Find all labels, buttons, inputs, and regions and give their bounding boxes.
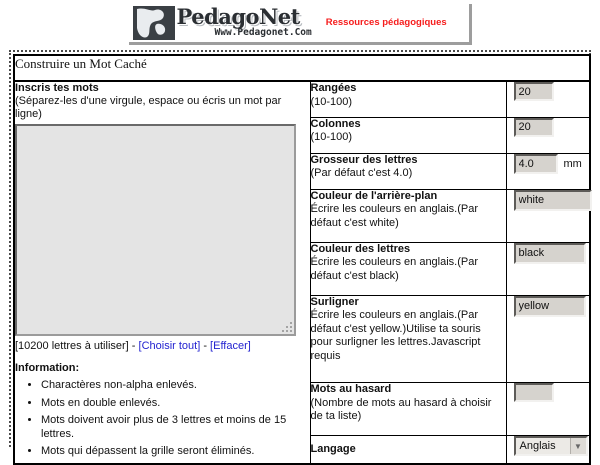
word-entry-label: Inscris tes mots	[15, 82, 99, 94]
mots-au-hasard-input[interactable]	[514, 383, 554, 402]
option-label-colonnes	[310, 117, 506, 153]
list-item: • Charactères non-alpha enlevés.	[41, 379, 310, 393]
option-label-arriere-plan	[310, 189, 506, 242]
option-field-arriere-plan	[506, 189, 590, 242]
option-field-couleur-lettres	[506, 242, 590, 295]
separator-1: -	[128, 340, 139, 352]
option-field-mots-hasard	[506, 383, 590, 436]
word-entry-hint: (Séparez-les d'une virgule, espace ou écris un mot par ligne)	[15, 95, 282, 120]
page-title: Construire un Mot Caché	[14, 55, 590, 81]
list-item: • Mots qui dépassent la grille seront éliminés.	[41, 445, 310, 459]
site-banner	[0, 0, 600, 48]
langage-selected-value: Anglais	[519, 440, 556, 453]
clear-link[interactable]: [Effacer]	[210, 340, 251, 352]
select-all-link[interactable]: [Choisir tout]	[138, 340, 201, 352]
counter-line	[15, 340, 310, 352]
option-sub: (10-100)	[310, 95, 353, 108]
information-heading: Information:	[15, 362, 80, 374]
option-sub: Écrire les couleurs en anglais.(Par défaut c'est white)	[310, 203, 479, 229]
option-title: Langage	[310, 442, 356, 455]
resize-grip-icon[interactable]	[282, 322, 292, 332]
globe-icon	[133, 6, 175, 40]
rangees-input[interactable]	[514, 82, 554, 101]
option-label-langage	[310, 436, 506, 464]
option-field-grosseur	[506, 153, 590, 189]
option-title: Rangées	[310, 82, 357, 94]
surligner-input[interactable]	[514, 296, 586, 317]
unit-label: mm	[563, 157, 582, 170]
option-field-surligner	[506, 295, 590, 383]
option-title: Surligner	[310, 295, 359, 308]
option-field-colonnes	[506, 117, 590, 153]
couleur-arriere-plan-input[interactable]	[514, 190, 592, 211]
form-frame	[9, 50, 591, 457]
chevron-down-icon[interactable]: ▼	[570, 438, 586, 454]
couleur-des-lettres-input[interactable]	[514, 243, 586, 264]
option-label-rangees	[310, 81, 506, 117]
logo-wordmark: PedagoNet	[176, 4, 300, 29]
list-item: • Mots doivent avoir plus de 3 lettres et moins de 15 lettres.	[41, 414, 310, 441]
separator-2: -	[200, 340, 211, 352]
letters-remaining: [10200 lettres à utiliser]	[15, 340, 129, 352]
option-sub: Écrire les couleurs en anglais.(Par défaut c'est yellow.)Utilise ta souris pour surligner les lettres.Javascript requis	[310, 309, 481, 362]
logo-url: Www.Pedagonet.Com	[214, 27, 312, 38]
option-field-langage	[506, 436, 590, 464]
option-sub: Écrire les couleurs en anglais.(Par défaut c'est black)	[310, 256, 479, 282]
word-entry-panel	[14, 81, 310, 464]
option-title: Grosseur des lettres	[310, 153, 418, 166]
option-label-grosseur	[310, 153, 506, 189]
words-textarea[interactable]	[15, 124, 296, 336]
option-sub: (Nombre de mots au hasard à choisir de ta liste)	[310, 396, 492, 423]
information-list	[15, 379, 310, 459]
option-field-rangees	[506, 81, 590, 117]
option-sub: (10-100)	[310, 131, 353, 144]
option-title: Mots au hasard	[310, 383, 392, 396]
colonnes-input[interactable]	[514, 118, 554, 137]
option-sub: (Par défaut c'est 4.0)	[310, 167, 413, 180]
list-item: • Mots en double enlevés.	[41, 397, 310, 411]
langage-select[interactable]	[514, 436, 588, 456]
banner-tagline: Ressources pédagogiques	[325, 17, 447, 28]
option-title: Couleur de l'arrière-plan	[310, 189, 438, 202]
form-table	[13, 54, 591, 465]
option-label-couleur-lettres	[310, 242, 506, 295]
option-title: Couleur des lettres	[310, 242, 411, 255]
option-title: Colonnes	[310, 117, 361, 130]
option-label-mots-hasard	[310, 383, 506, 436]
banner-plate	[129, 4, 472, 45]
site-logo[interactable]	[176, 4, 312, 38]
grosseur-input[interactable]	[514, 154, 558, 174]
option-label-surligner	[310, 295, 506, 383]
